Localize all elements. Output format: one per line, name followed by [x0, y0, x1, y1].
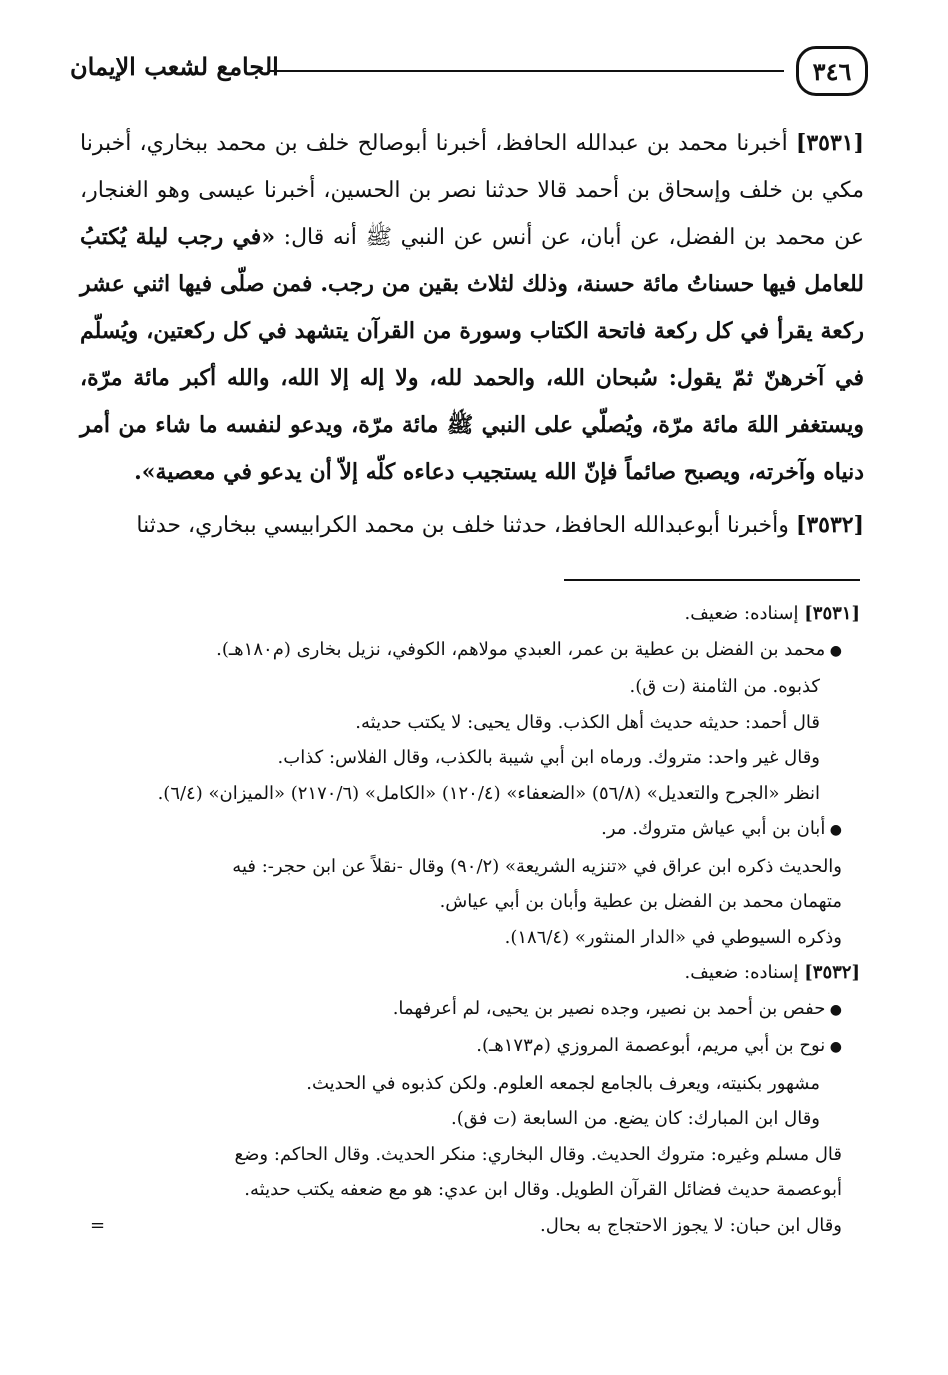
page-number: ٣٤٦ [796, 46, 868, 96]
footnote-line: قال مسلم وغيره: متروك الحديث. وقال البخاري: منكر الحديث. وقال الحاكم: وضع [234, 1143, 842, 1165]
hadith-3532 [80, 502, 864, 549]
footnote-line: ● نوح بن أبي مريم، أبوعصمة المروزي (م١٧٣هـ). [84, 1028, 860, 1066]
footnote-line: وقال غير واحد: متروك. ورماه ابن أبي شيبة بالكذب، وقال الفلاس: كذاب. [277, 747, 820, 768]
footnote-heading [84, 596, 860, 632]
hadith-3531 [80, 120, 864, 496]
footnote-grade: إسناده: ضعيف. [684, 603, 799, 624]
footnote-line: متهمان محمد بن الفضل بن عطية وأبان بن أبي عياش. [439, 891, 842, 912]
page-header [70, 44, 868, 100]
main-text [80, 120, 864, 555]
hadith-number: [٣٥٣٢] [795, 512, 864, 538]
continuation-mark: = [90, 1214, 106, 1236]
hadith-isnad: وأخبرنا أبوعبدالله الحافظ، حدثنا خلف بن محمد الكرابيسي ببخاري، حدثنا [136, 513, 789, 538]
hadith-number: [٣٥٣١] [795, 130, 864, 156]
footnote-number: [٣٥٣٢] [804, 962, 860, 983]
footnote-line: أبوعصمة حديث فضائل القرآن الطويل. وقال ابن عدي: هو مع ضعفه يكتب حديثه. [244, 1179, 842, 1200]
footnotes [84, 596, 860, 1243]
footnote-text: وقال ابن حبان: لا يجوز الاحتجاج به بحال. [540, 1214, 842, 1236]
hadith-matn: «في رجب ليلة يُكتبُ للعامل فيها حسناتُ مائة حسنة، وذلك لثلاث بقين من رجب. فمن صلّى فيها اثني عشر ركعة يقرأ في كل ركعة فاتحة الكتاب وسورة من القرآن يتشهد في كل ركعتين، ويُسلّم في آخرهنّ ثمّ يقول: سُبحان الله، والحمد لله، ولا إله إلا الله، والله أكبر مائة مرّة، ويستغفر اللهَ مائة مرّة، ويُصلّي على النبي ﷺ مائة مرّة، ويدعو لنفسه ما شاء من أمر دنياه وآخرته، ويصبح صائماً فإنّ الله يستجيب دعاءه كلّه إلاّ أن يدعو في معصية». [80, 224, 864, 485]
footnote-line [84, 1208, 860, 1244]
footnote-line: مشهور بكنيته، ويعرف بالجامع لجمعه العلوم. ولكن كذبوه في الحديث. [306, 1072, 820, 1094]
footnote-line: قال أحمد: حديثه حديث أهل الكذب. وقال يحيى: لا يكتب حديثه. [355, 711, 820, 733]
footnote-line: وقال ابن المبارك: كان يضع. من السابعة (ت فق). [451, 1108, 820, 1129]
footnote-line: وذكره السيوطي في «الدار المنثور» (١٨٦/٤). [504, 926, 842, 948]
footnote-line: والحديث ذكره ابن عراق في «تنزيه الشريعة» (٩٠/٢) وقال -نقلاً عن ابن حجر-: فيه [232, 855, 842, 877]
footnote-line: كذبوه. من الثامنة (ت ق). [629, 676, 820, 697]
book-title: الجامع لشعب الإيمان [70, 52, 279, 81]
footnote-line: ● أبان بن أبي عياش متروك. مر. [84, 811, 860, 849]
footnote-heading [84, 955, 860, 991]
footnote-rule [564, 579, 860, 581]
footnote-line: ● محمد بن الفضل بن عطية بن عمر، العبدي مولاهم، الكوفي، نزيل بخارى (م١٨٠هـ). [84, 632, 860, 670]
footnote-grade: إسناده: ضعيف. [684, 962, 799, 983]
hadith-isnad: أخبرنا محمد بن عبدالله الحافظ، أخبرنا أبوصالح خلف بن محمد ببخاري، أخبرنا مكي بن خلف وإسحاق بن أحمد قالا حدثنا نصر بن الحسين، أخبرنا عيسى وهو الغنجار، عن محمد بن الفضل، عن أبان، عن أنس عن النبي ﷺ أنه قال: [80, 131, 865, 250]
footnote-number: [٣٥٣١] [804, 603, 860, 624]
footnote-line: ● حفص بن أحمد بن نصير، وجده نصير بن يحيى، لم أعرفهما. [84, 991, 860, 1029]
footnote-line: انظر «الجرح والتعديل» (٥٦/٨) «الضعفاء» (١٢٠/٤) «الكامل» (٢١٧٠/٦) «الميزان» (٦/٤). [157, 782, 820, 804]
header-rule [270, 70, 784, 72]
